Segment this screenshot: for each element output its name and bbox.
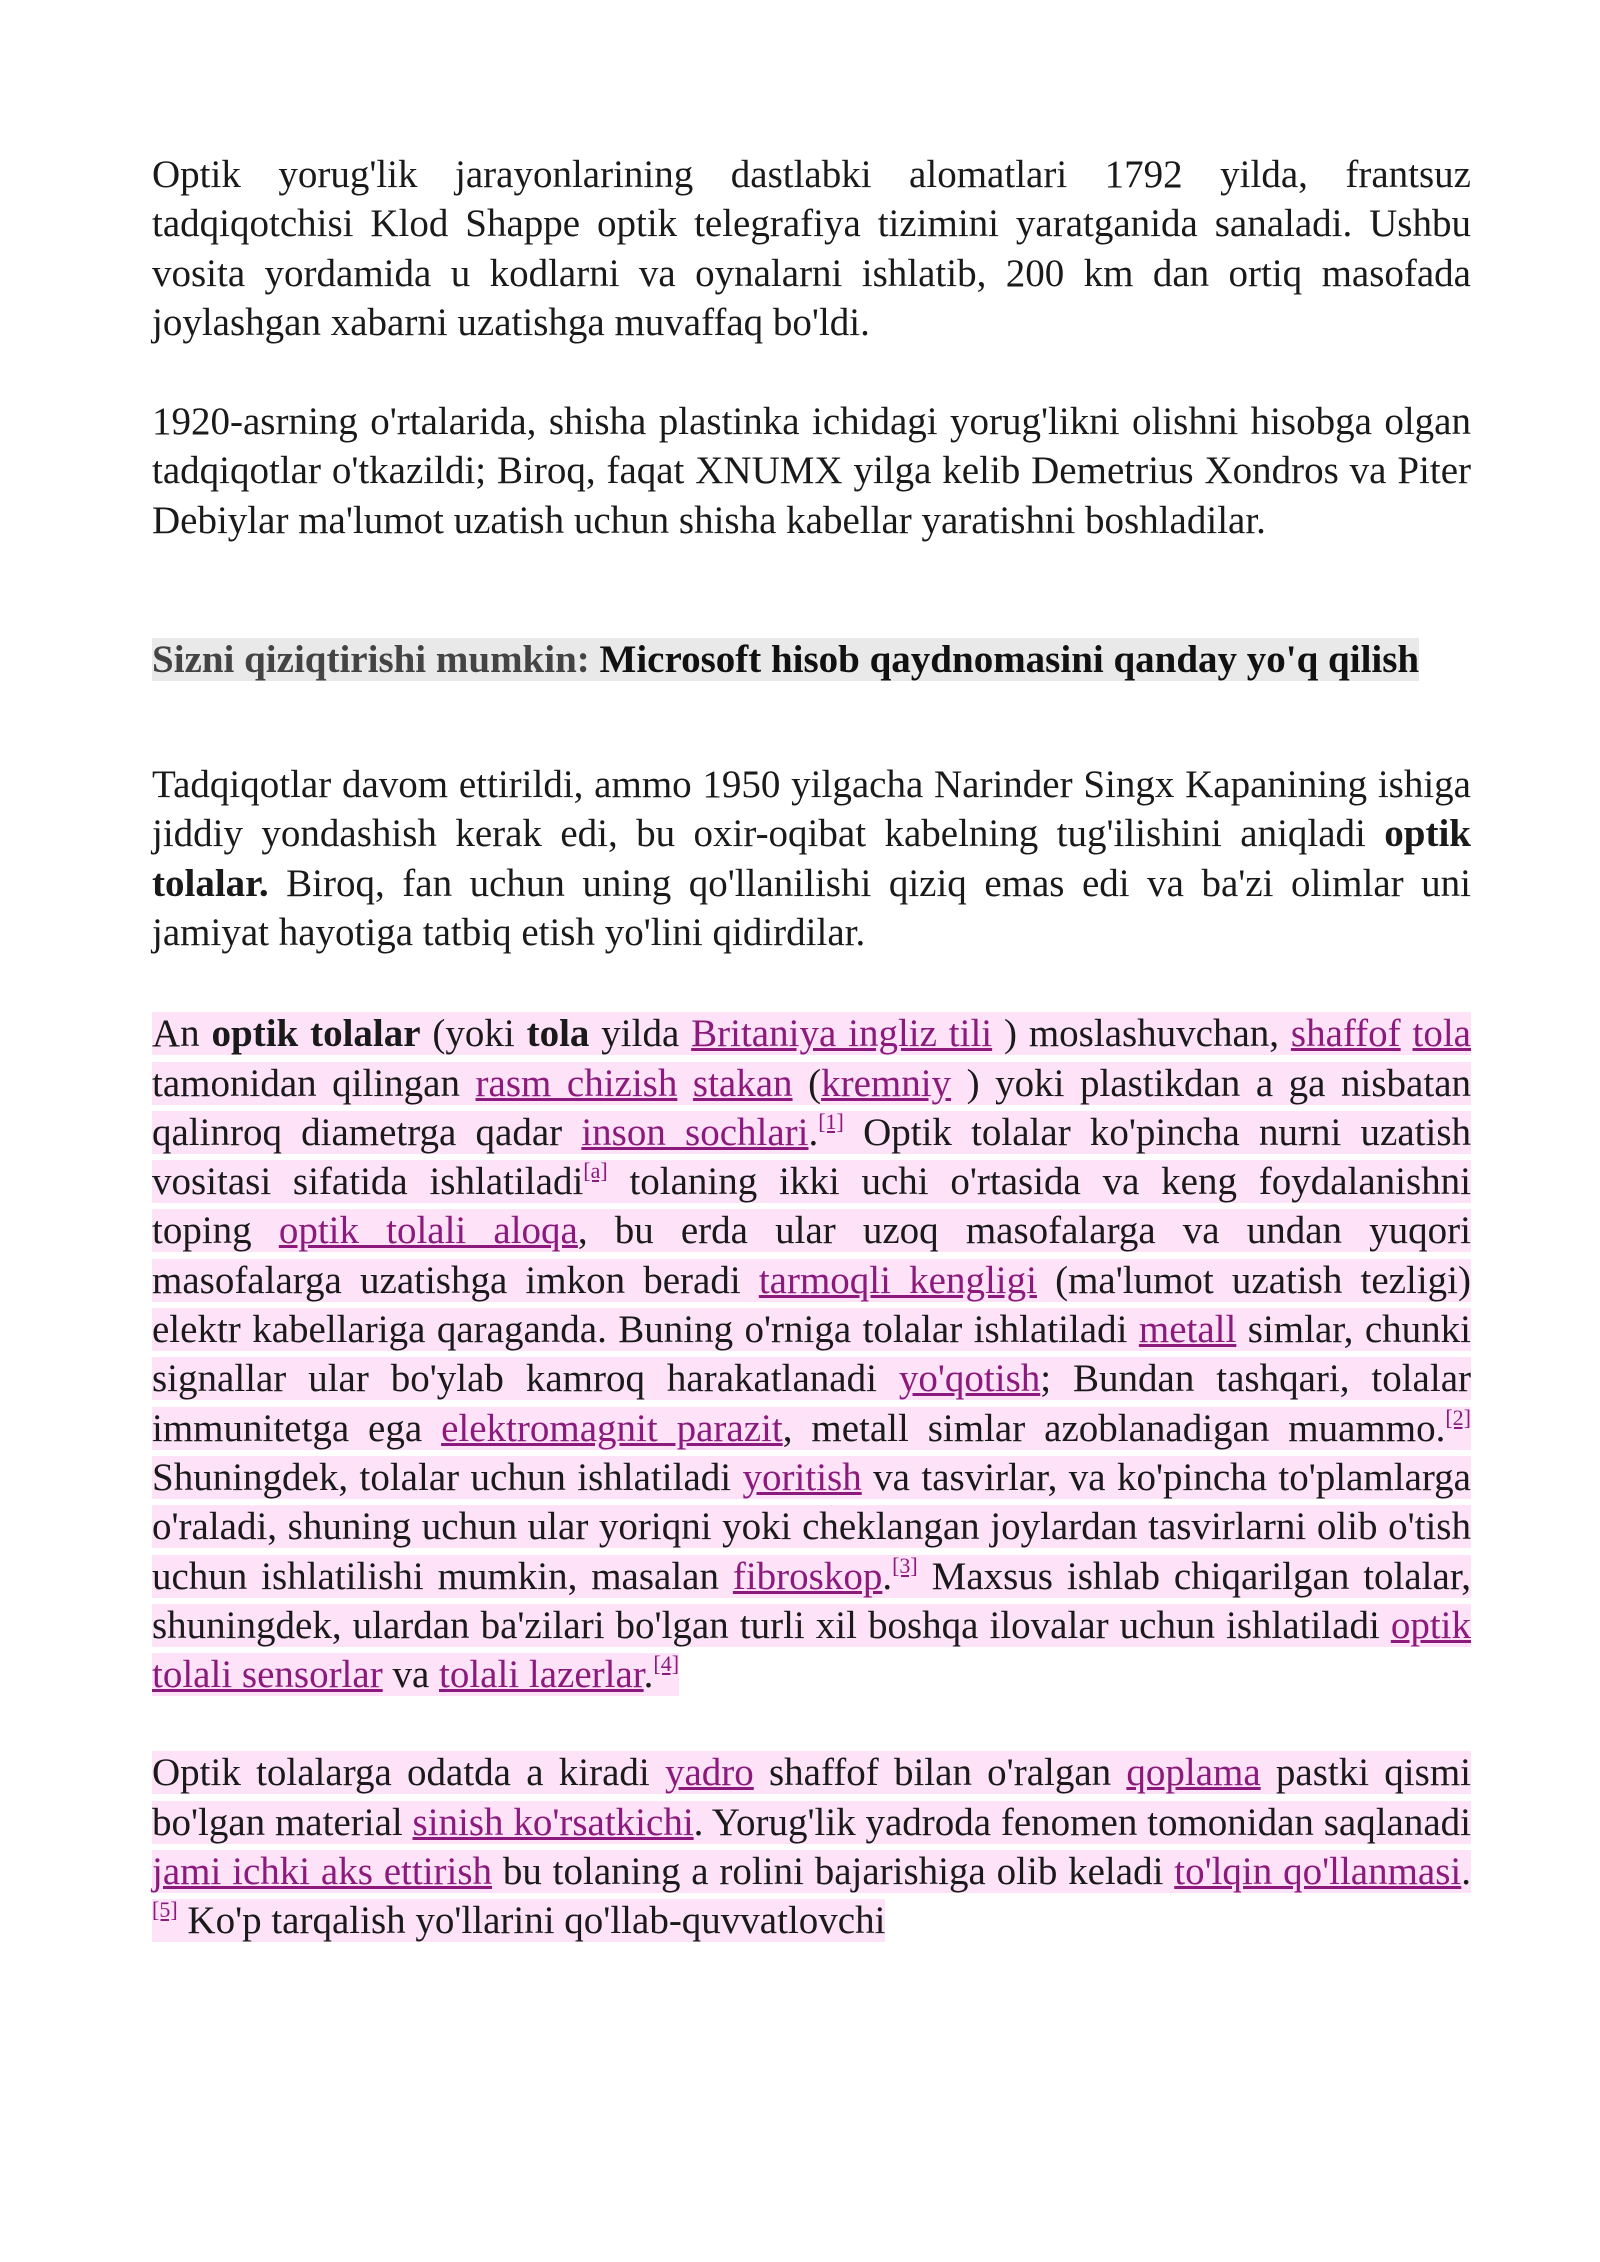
bold-term: tolalar bbox=[310, 1012, 421, 1056]
footnote-ref[interactable]: [5] bbox=[152, 1897, 178, 1923]
link-yadro[interactable]: yadro bbox=[664, 1751, 754, 1795]
footnote-ref[interactable]: [1] bbox=[818, 1108, 844, 1134]
text-span: (yoki bbox=[420, 1012, 527, 1056]
text-span: ; Bundan tashqari, tolalar immunitetga ega bbox=[152, 1357, 1471, 1450]
text-span: yilda bbox=[589, 1012, 692, 1056]
text-span: Shuningdek, tolalar uchun ishlatiladi bbox=[152, 1455, 743, 1499]
text-span: tolaning ikki uchi o'rtasida va keng foydalanishni toping bbox=[152, 1160, 1471, 1253]
link-optik-tolali-sensorlar[interactable]: optik tolali sensorlar bbox=[152, 1603, 1471, 1697]
link-tarmoqli-kengligi[interactable]: tarmoqli kengligi bbox=[758, 1258, 1037, 1302]
text-span: va tasvirlar, va ko'pincha to'plamlarga o'raladi, shuning uchun ular yoriqni yoki cheklangan joylardan tasvirlarni olib o'tish uchun ishlatilishi mumkin, masalan bbox=[152, 1455, 1471, 1598]
paragraph-fiber-structure bbox=[152, 1748, 1471, 1945]
link-inson-sochlari[interactable]: inson sochlari bbox=[581, 1110, 809, 1154]
text-span: . Yorug'lik yadroda fenomen tomonidan saqlanadi bbox=[693, 1800, 1471, 1844]
text-span: . bbox=[882, 1554, 893, 1598]
text-span: , bu erda ular uzoq masofalarga va undan yuqori masofalarga uzatishga imkon beradi bbox=[152, 1209, 1472, 1302]
paragraph-history: 1920-asrning o'rtalarida, shisha plastinka ichidagi yorug'likni olishni hisobga olgan tadqiqotlar o'tkazildi; Biroq, faqat XNUMX yilga kelib Demetrius Xondros va Piter Debiylar ma'lumot uzatish uchun shisha kabellar yaratishni boshladilar. bbox=[152, 400, 1471, 542]
link-elektromagnit-parazit[interactable]: elektromagnit parazit bbox=[441, 1406, 783, 1450]
link-qoplama[interactable]: qoplama bbox=[1126, 1751, 1261, 1795]
text-span: (ma'lumot uzatish tezligi) elektr kabellariga qaraganda. Buning o'rniga tolalar ishlatiladi bbox=[152, 1258, 1471, 1352]
link-jami-ichki-aks-ettirish[interactable]: jami ichki aks ettirish bbox=[152, 1850, 493, 1894]
text-span: bu tolaning a rolini bajarishiga olib keladi bbox=[492, 1850, 1175, 1894]
text-span: Biroq, fan uchun uning qo'llanilishi qiziq emas edi va ba'zi olimlar uni jamiyat hayotiga tatbiq etish yo'lini qidirdilar. bbox=[152, 861, 1471, 954]
bold-term: optik tolalar. bbox=[152, 812, 1471, 905]
related-article-box[interactable] bbox=[152, 635, 1471, 684]
text-span bbox=[1401, 1012, 1413, 1055]
paragraph-optical-fiber bbox=[152, 1009, 1471, 1699]
text-span: Tadqiqotlar davom ettirildi, ammo 1950 yilgacha Narinder Singx Kapanining ishiga jiddiy yondashish kerak edi, bu oxir-oqibat kabelning tug'ilishini aniqladi bbox=[152, 763, 1471, 856]
link-sinish-korsatkichi[interactable]: sinish ko'rsatkichi bbox=[412, 1800, 694, 1844]
related-article-link[interactable]: Microsoft hisob qaydnomasini qanday yo'q qilish bbox=[599, 638, 1420, 682]
footnote-ref[interactable]: [3] bbox=[892, 1552, 918, 1578]
text-span bbox=[677, 1062, 693, 1105]
link-optik-tolali-aloqa[interactable]: optik tolali aloqa bbox=[278, 1209, 578, 1253]
text-span: pastki qismi bo'lgan material bbox=[152, 1751, 1471, 1844]
related-kicker: Sizni qiziqtirishi mumkin: bbox=[152, 638, 590, 682]
text-span: va bbox=[382, 1653, 439, 1697]
link-tolali-lazerlar[interactable]: tolali lazerlar bbox=[439, 1653, 644, 1697]
link-britaniya-ingliz-tili[interactable]: Britaniya ingliz tili bbox=[691, 1012, 993, 1056]
text-span: Optik tolalarga odatda a kiradi bbox=[152, 1751, 665, 1795]
bold-term: optik bbox=[211, 1012, 299, 1056]
text-span: shaffof bilan o'ralgan bbox=[753, 1751, 1127, 1795]
link-kremniy[interactable]: kremniy bbox=[821, 1061, 952, 1105]
link-metall[interactable]: metall bbox=[1138, 1308, 1237, 1352]
link-stakan[interactable]: stakan bbox=[692, 1061, 793, 1105]
text-span: ( bbox=[792, 1061, 822, 1105]
text-span: Ko'p tarqalish yo'llarini qo'llab-quvvatlovchi bbox=[177, 1899, 886, 1943]
text-span bbox=[298, 1012, 310, 1055]
text-span: An bbox=[152, 1012, 212, 1056]
text-span: ) yoki plastikdan a ga nisbatan qalinroq diametrga qadar bbox=[152, 1061, 1472, 1154]
text-span: , metall simlar azoblanadigan muammo. bbox=[782, 1406, 1446, 1450]
bold-term: tola bbox=[526, 1012, 590, 1056]
link-rasm-chizish[interactable]: rasm chizish bbox=[475, 1061, 678, 1105]
link-yoqotish[interactable]: yo'qotish bbox=[898, 1357, 1041, 1401]
text-span: Optik tolalar ko'pincha nurni uzatish vositasi sifatida ishlatiladi bbox=[152, 1110, 1471, 1204]
text-span: simlar, chunki signallar ular bo'ylab kamroq harakatlanadi bbox=[152, 1308, 1471, 1401]
paragraph-research bbox=[152, 760, 1471, 957]
footnote-ref[interactable]: [4] bbox=[653, 1651, 680, 1677]
text-span: ) moslashuvchan, bbox=[992, 1012, 1291, 1056]
footnote-ref[interactable]: [a] bbox=[583, 1158, 608, 1184]
link-shaffof[interactable]: shaffof bbox=[1290, 1012, 1401, 1056]
text-span: . bbox=[1461, 1850, 1471, 1894]
document-page bbox=[152, 150, 1471, 1946]
text-span: Maxsus ishlab chiqarilgan tolalar, shuningdek, ulardan ba'zilari bo'lgan turli xil boshqa ilovalar uchun ishlatiladi bbox=[152, 1554, 1471, 1647]
text-span: tamonidan qilingan bbox=[152, 1061, 476, 1105]
text-span: . bbox=[808, 1110, 819, 1154]
link-tolqin-qollanmasi[interactable]: to'lqin qo'llanmasi bbox=[1174, 1850, 1462, 1894]
link-fibroskop[interactable]: fibroskop bbox=[732, 1554, 883, 1598]
link-yoritish[interactable]: yoritish bbox=[742, 1455, 862, 1499]
paragraph-intro: Optik yorug'lik jarayonlarining dastlabki alomatlari 1792 yilda, frantsuz tadqiqotchisi Klod Shappe optik telegrafiya tizimini yaratganida sanaladi. Ushbu vosita yordamida u kodlarni va oynalarni ishlatib, 200 km dan ortiq masofada joylashgan xabarni uzatishga muvaffaq bo'ldi. bbox=[152, 153, 1471, 344]
link-tola[interactable]: tola bbox=[1412, 1012, 1471, 1056]
footnote-ref[interactable]: [2] bbox=[1445, 1404, 1472, 1430]
text-span: . bbox=[643, 1653, 654, 1697]
